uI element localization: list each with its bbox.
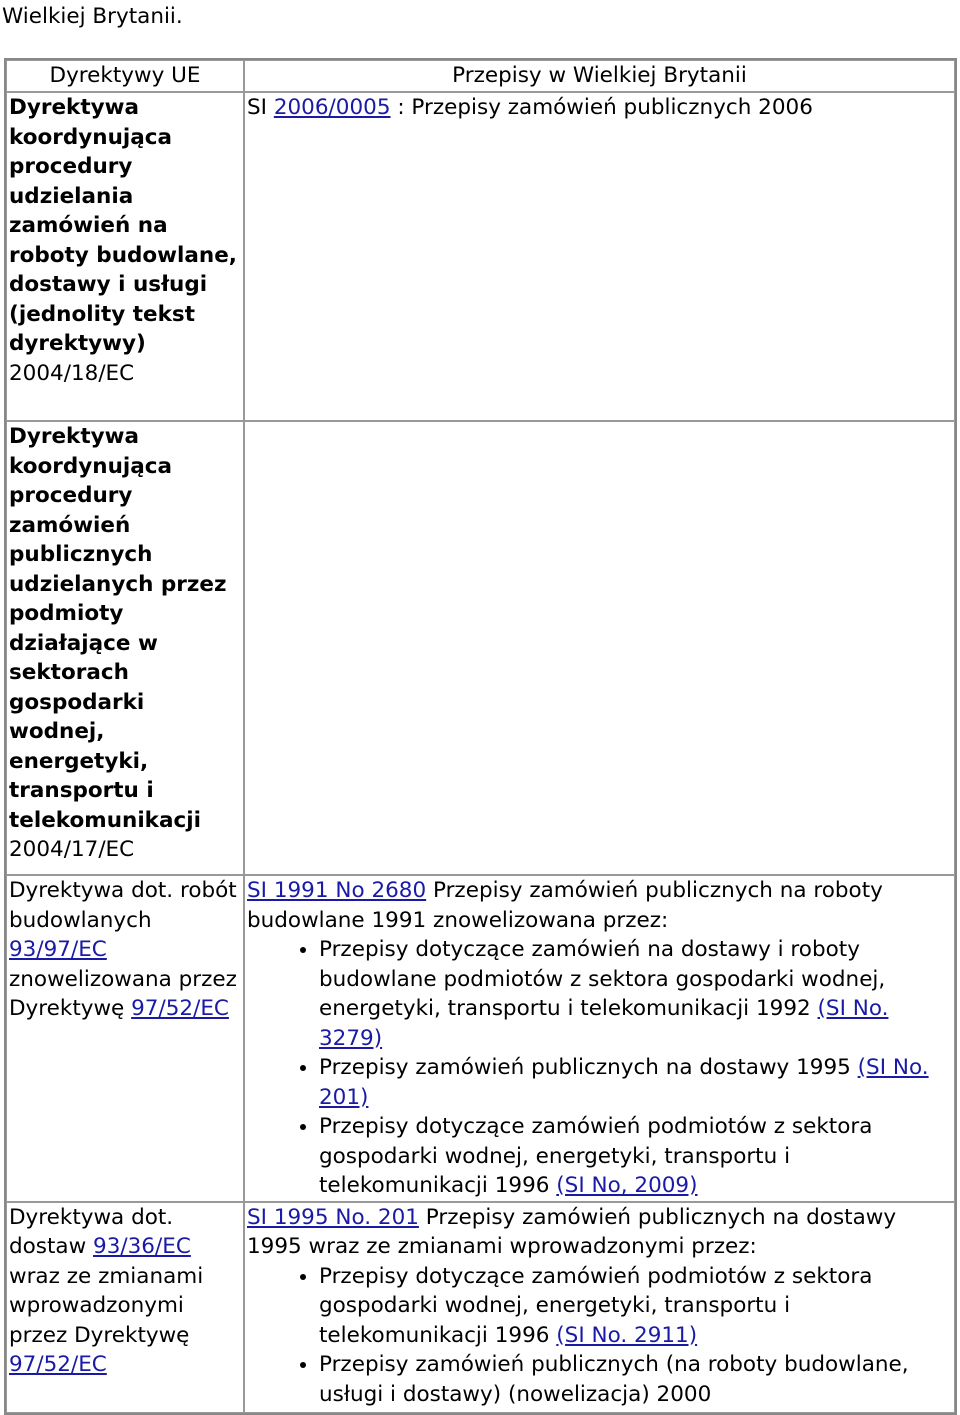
amendments-list — [247, 935, 952, 1201]
list-item — [319, 1350, 952, 1409]
uk-regulation-cell — [244, 1202, 955, 1413]
regulation-link-si-1995-201[interactable]: SI 1995 No. 201 — [247, 1204, 419, 1230]
amendment-link[interactable]: (SI No. 2911) — [556, 1322, 698, 1348]
directive-text: Dyrektywa dot. dostaw — [9, 1204, 174, 1259]
uk-regulation-cell — [244, 92, 955, 421]
list-item — [319, 1262, 952, 1351]
directive-link-97-52[interactable]: 97/52/EC — [9, 1352, 107, 1377]
directive-text: wraz ze zmianami wprowadzonymi przez Dyrektywę — [9, 1263, 204, 1348]
directive-title: Dyrektywa koordynująca procedury udzielania zamówień na roboty budowlane, dostawy i usługi (jednolity tekst dyrektywy) — [9, 95, 237, 356]
uk-regulation-cell-empty — [244, 421, 955, 875]
regulation-text: : Przepisy zamówień publicznych 2006 — [390, 95, 813, 120]
regulation-text: Przepisy zamówień publicznych na dostawy 1995 wraz ze zmianami wprowadzonymi przez: — [247, 1204, 897, 1259]
regulation-link-2006-0005[interactable]: 2006/0005 — [273, 95, 391, 120]
directive-text: znowelizowana przez Dyrektywę — [9, 966, 237, 1021]
intro-text: Wielkiej Brytanii. — [2, 4, 183, 29]
amendment-link[interactable]: (SI No. 201) — [319, 1055, 929, 1110]
amendment-text: Przepisy dotyczące zamówień podmiotów z sektora gospodarki wodnej, energetyki, transportu i telekomunikacji 1996 — [319, 1263, 873, 1348]
header-eu-directives: Dyrektywy UE — [6, 60, 244, 92]
amendment-text: Przepisy dotyczące zamówień na dostawy i roboty budowlane podmiotów z sektora gospodarki wodnej, energetyki, transportu i telekomunikacji 1992 — [319, 937, 886, 1021]
directive-link-93-36[interactable]: 93/36/EC — [93, 1234, 191, 1259]
table-header-row — [6, 60, 955, 92]
eu-directive-cell — [6, 1202, 244, 1413]
amendment-text: Przepisy dotyczące zamówień podmiotów z sektora gospodarki wodnej, energetyki, transportu i telekomunikacji 1996 — [319, 1114, 873, 1198]
table-row — [6, 1202, 955, 1413]
eu-directive-cell — [6, 421, 244, 875]
amendments-list — [247, 1262, 952, 1410]
regulation-link-si-1991-2680[interactable]: SI 1991 No 2680 — [247, 878, 427, 903]
directive-text: Dyrektywa dot. robót budowlanych — [9, 878, 237, 933]
table-row — [6, 875, 955, 1202]
list-item — [319, 1112, 952, 1201]
directives-table — [4, 58, 957, 1415]
regulation-text: Przepisy zamówień publicznych na roboty budowlane 1991 znowelizowana przez: — [247, 878, 883, 933]
list-item — [319, 935, 952, 1053]
directive-link-93-97[interactable]: 93/97/EC — [9, 937, 107, 962]
amendment-link[interactable]: (SI No. 3279) — [319, 996, 889, 1051]
eu-directive-cell — [6, 92, 244, 421]
table-row — [6, 421, 955, 875]
amendment-link[interactable]: (SI No, 2009) — [556, 1173, 698, 1198]
table-row — [6, 92, 955, 421]
directive-title: Dyrektywa koordynująca procedury zamówień publicznych udzielanych przez podmioty działające w sektorach gospodarki wodnej, energetyki, transportu i telekomunikacji — [9, 424, 227, 833]
directive-ref: 2004/17/EC — [9, 837, 135, 862]
amendment-text: Przepisy zamówień publicznych (na roboty budowlane, usługi i dostawy) (nowelizacja) 2000 — [319, 1352, 909, 1407]
header-uk-regulations: Przepisy w Wielkiej Brytanii — [244, 60, 955, 92]
amendment-text: Przepisy zamówień publicznych na dostawy 1995 — [319, 1055, 858, 1080]
eu-directive-cell — [6, 875, 244, 1202]
list-item — [319, 1053, 952, 1112]
uk-regulation-cell — [244, 875, 955, 1202]
regulation-prefix: SI — [247, 95, 274, 120]
directive-link-97-52[interactable]: 97/52/EC — [131, 996, 229, 1021]
directive-ref: 2004/18/EC — [9, 360, 135, 386]
